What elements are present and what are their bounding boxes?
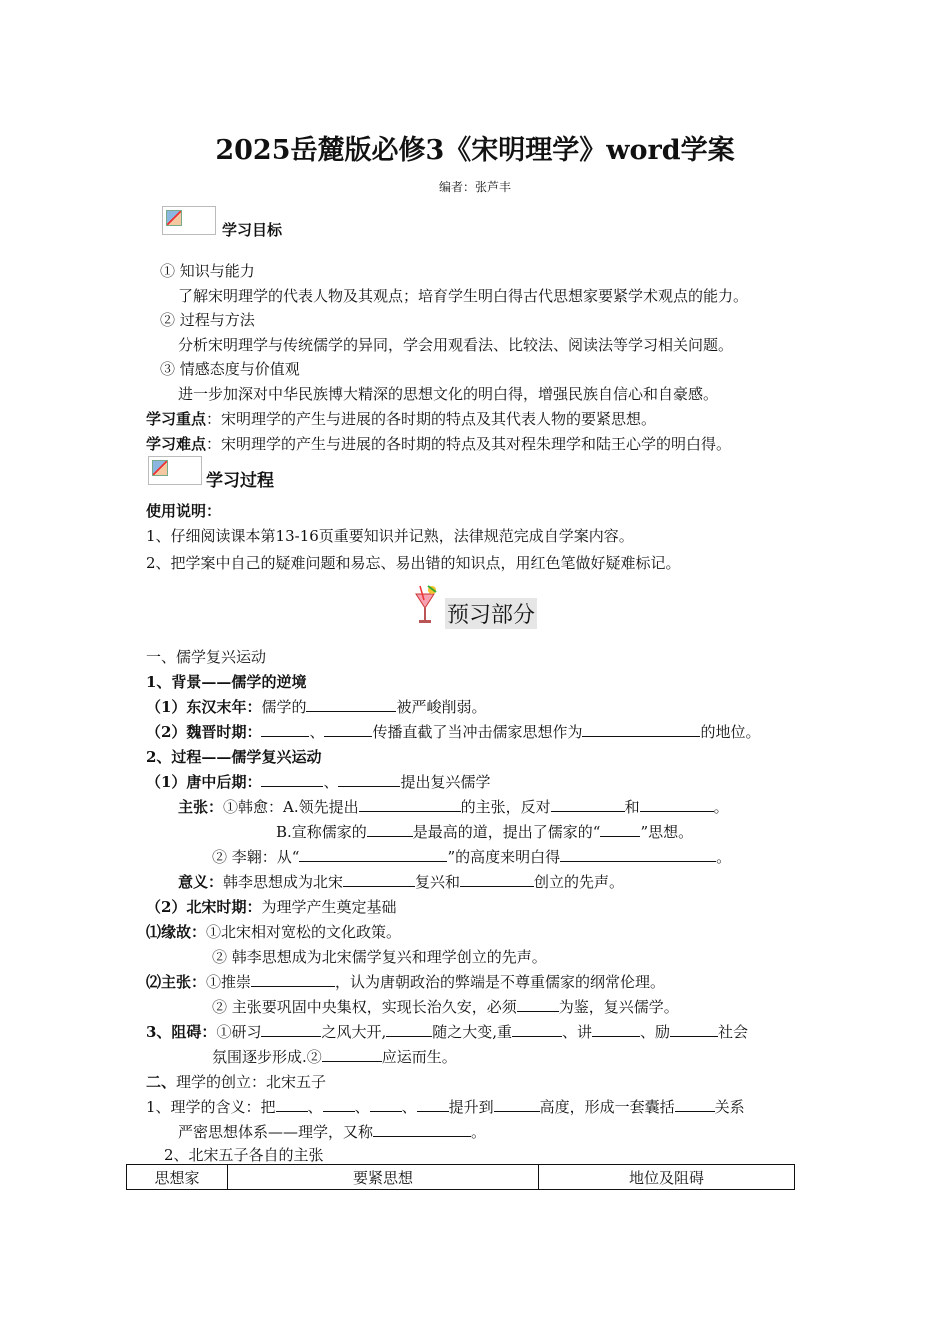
s1-line-1-text-b: 被严峻削弱。 <box>396 698 487 716</box>
s1-line-12-text-a: ② 主张要巩固中央集权，实现长治久安，必须 <box>212 998 517 1016</box>
s1-line-4 <box>178 796 729 817</box>
s1-line-6 <box>212 846 731 867</box>
cocktail-icon <box>410 584 440 628</box>
s1-line-9-label: ⑴缘故： <box>146 923 207 941</box>
s1-line-13 <box>146 1021 748 1042</box>
goal-1-text: 了解宋明理学的代表人物及其观点；培育学生明白得古代思想家要紧学术观点的能力。 <box>178 287 749 305</box>
usage-2: 2、把学案中自己的疑难问题和易忘、易出错的知识点，用红色笔做好疑难标记。 <box>146 554 681 572</box>
author-line: 编者：张芦丰 <box>438 180 511 194</box>
fill-blank[interactable] <box>261 772 323 787</box>
s2-line-3: 2、北宋五子各自的主张 <box>164 1146 324 1164</box>
fill-blank[interactable] <box>460 872 534 887</box>
broken-image-icon <box>162 206 216 235</box>
s2-line-1-text-c: 高度，形成一套囊括 <box>539 1098 675 1116</box>
table-header-row <box>127 1165 795 1190</box>
focus-text: ：宋明理学的产生与进展的各时期的特点及其代表人物的要紧思想。 <box>206 410 657 428</box>
s2-line-2 <box>178 1121 486 1142</box>
fill-blank[interactable] <box>306 697 396 712</box>
s1-heading-2: 2、过程——儒学复兴运动 <box>146 748 322 766</box>
table-header-thinker: 思想家 <box>127 1165 228 1190</box>
fill-blank[interactable] <box>560 847 716 862</box>
thinkers-table <box>126 1164 795 1190</box>
fill-blank[interactable] <box>592 1022 640 1037</box>
s2-sep: 、 <box>354 1098 370 1116</box>
s1-line-4-label: 主张： <box>178 798 224 816</box>
difficulty-label: 学习难点 <box>146 435 207 453</box>
s1-heading-1: 1、背景——儒学的逆境 <box>146 673 307 691</box>
s2-sep: 、 <box>401 1098 417 1116</box>
goal-2-title: ② 过程与方法 <box>160 311 255 329</box>
fill-blank[interactable] <box>323 1097 355 1112</box>
s2-line-1 <box>146 1096 745 1117</box>
s1-line-4-text-c: 和 <box>624 798 640 816</box>
learning-difficulty <box>146 433 731 454</box>
fill-blank[interactable] <box>261 1022 321 1037</box>
fill-blank[interactable] <box>338 772 400 787</box>
s1-line-9-text-a: ①北宋相对宽松的文化政策。 <box>206 923 402 941</box>
s1-line-13-text-e: 、励 <box>640 1023 671 1041</box>
fill-blank[interactable] <box>367 822 413 837</box>
fill-blank[interactable] <box>251 972 335 987</box>
s1-line-10: ② 韩李思想成为北宋儒学复兴和理学创立的先声。 <box>212 948 547 966</box>
s1-line-13-text-b: 之风大开, <box>321 1023 387 1041</box>
section-1-title: 一、儒学复兴运动 <box>146 648 267 666</box>
s1-line-2-label: （2）魏晋时期： <box>146 723 262 741</box>
fill-blank[interactable] <box>551 797 625 812</box>
fill-blank[interactable] <box>582 722 700 737</box>
s1-line-4-text-d: 。 <box>713 798 729 816</box>
s2-line-1-text-b: 提升到 <box>448 1098 494 1116</box>
s1-line-11-text-a: ①推崇 <box>206 973 252 991</box>
s1-line-2-text-a: 传播直截了当冲击儒家思想作为 <box>372 723 583 741</box>
difficulty-text: ：宋明理学的产生与进展的各时期的特点及其对程朱理学和陆王心学的明白得。 <box>206 435 732 453</box>
fill-blank[interactable] <box>417 1097 449 1112</box>
fill-blank[interactable] <box>675 1097 715 1112</box>
s1-line-11 <box>146 971 665 992</box>
goal-1-title: ① 知识与能力 <box>160 262 255 280</box>
fill-blank[interactable] <box>359 797 461 812</box>
s2-sep: 、 <box>307 1098 323 1116</box>
fill-blank[interactable] <box>324 722 372 737</box>
table-header-status-influence: 地位及阻碍 <box>539 1165 795 1190</box>
s1-line-8-label: （2）北宋时期： <box>146 898 262 916</box>
fill-blank[interactable] <box>640 797 714 812</box>
s1-line-1-label: （1）东汉末年： <box>146 698 262 716</box>
table-header-main-ideas: 要紧思想 <box>228 1165 539 1190</box>
fill-blank[interactable] <box>517 997 559 1012</box>
s1-line-3 <box>146 771 490 792</box>
s1-line-9 <box>146 921 401 942</box>
s2-line-1-text-d: 关系 <box>714 1098 745 1116</box>
s1-line-8-text-a: 为理学产生奠定基础 <box>261 898 397 916</box>
s1-line-7-text-c: 创立的先声。 <box>534 873 625 891</box>
s1-line-12-text-b: 为鉴，复兴儒学。 <box>558 998 679 1016</box>
fill-blank[interactable] <box>370 1097 402 1112</box>
s1-line-14 <box>212 1046 457 1067</box>
fill-blank[interactable] <box>261 722 309 737</box>
s1-line-13-label: 3、阻碍： <box>146 1023 217 1041</box>
section-2-title-text: 理学的创立：北宋五子 <box>176 1073 327 1091</box>
goal-3-text: 进一步加深对中华民族博大精深的思想文化的明白得，增强民族自信心和自豪感。 <box>178 385 719 403</box>
goal-3-title: ③ 情感态度与价值观 <box>160 360 300 378</box>
s1-line-2-text-b: 的地位。 <box>700 723 761 741</box>
usage-1: 1、仔细阅读课本第13-16页重要知识并记熟，法律规范完成自学案内容。 <box>146 527 634 545</box>
fill-blank[interactable] <box>276 1097 308 1112</box>
section-2-title-label: 二、 <box>146 1073 177 1091</box>
s1-line-8 <box>146 896 396 917</box>
s1-line-13-text-c: 随之大变,重 <box>432 1023 513 1041</box>
s2-line-2-text-a: 严密思想体系——理学，又称 <box>178 1123 374 1141</box>
s1-line-5-text-a: B.宣称儒家的 <box>276 823 367 841</box>
s1-line-2 <box>146 721 761 742</box>
fill-blank[interactable] <box>670 1022 718 1037</box>
goal-2-text: 分析宋明理学与传统儒学的异同，学会用观看法、比较法、阅读法等学习相关问题。 <box>178 336 734 354</box>
page-title: 2025岳麓版必修3《宋明理学》word学案 <box>215 135 735 166</box>
fill-blank[interactable] <box>600 822 640 837</box>
s1-line-13-text-a: ①研习 <box>216 1023 262 1041</box>
s1-line-6-text-b: ”的高度来明白得 <box>447 848 561 866</box>
s1-line-5-text-b: 是最高的道，提出了儒家的“ <box>412 823 601 841</box>
s1-line-6-text-c: 。 <box>716 848 732 866</box>
s1-line-4-text-a: ①韩愈：A.领先提出 <box>223 798 359 816</box>
learning-focus <box>146 408 656 429</box>
fill-blank[interactable] <box>512 1022 562 1037</box>
s1-line-7-label: 意义： <box>178 873 224 891</box>
fill-blank[interactable] <box>373 1122 471 1137</box>
usage-label: 使用说明： <box>146 502 222 520</box>
broken-image-icon <box>148 456 202 485</box>
s1-line-11-text-b: ，认为唐朝政治的弊端是不尊重儒家的纲常伦理。 <box>335 973 666 991</box>
s1-line-3-label: （1）唐中后期： <box>146 773 262 791</box>
fill-blank[interactable] <box>299 847 447 862</box>
goals-heading: 学习目标 <box>222 221 283 239</box>
s1-line-11-label: ⑵主张： <box>146 973 207 991</box>
process-heading: 学习过程 <box>206 471 274 491</box>
s1-line-7 <box>178 871 624 892</box>
fill-blank[interactable] <box>494 1097 540 1112</box>
s1-line-4-text-b: 的主张，反对 <box>460 798 551 816</box>
fill-blank[interactable] <box>343 872 415 887</box>
fill-blank[interactable] <box>386 1022 432 1037</box>
s1-line-12 <box>212 996 679 1017</box>
preview-label: 预习部分 <box>445 598 537 629</box>
s1-line-1 <box>146 696 486 717</box>
s1-line-7-text-b: 复兴和 <box>415 873 461 891</box>
s1-line-3-text-a: 提出复兴儒学 <box>400 773 491 791</box>
preview-banner <box>410 584 536 632</box>
s1-line-14-text-b: 应运而生。 <box>381 1048 457 1066</box>
s1-line-2-sep: 、 <box>309 723 325 741</box>
s1-line-5-text-c: ”思想。 <box>640 823 694 841</box>
s1-line-14-text-a: 氛围逐步形成.② <box>212 1048 322 1066</box>
s1-line-7-text-a: 韩李思想成为北宋 <box>223 873 344 891</box>
s1-line-1-text-a: 儒学的 <box>261 698 307 716</box>
s1-line-5 <box>276 821 693 842</box>
s1-line-3-sep: 、 <box>323 773 339 791</box>
focus-label: 学习重点 <box>146 410 207 428</box>
s2-line-1-text-a: 1、理学的含义：把 <box>146 1098 276 1116</box>
fill-blank[interactable] <box>322 1047 382 1062</box>
section-2-title <box>146 1071 326 1092</box>
s1-line-6-text-a: ② 李翱：从“ <box>212 848 300 866</box>
s1-line-13-text-f: 社会 <box>718 1023 749 1041</box>
s1-line-13-text-d: 、讲 <box>562 1023 593 1041</box>
s2-line-2-text-b: 。 <box>471 1123 487 1141</box>
